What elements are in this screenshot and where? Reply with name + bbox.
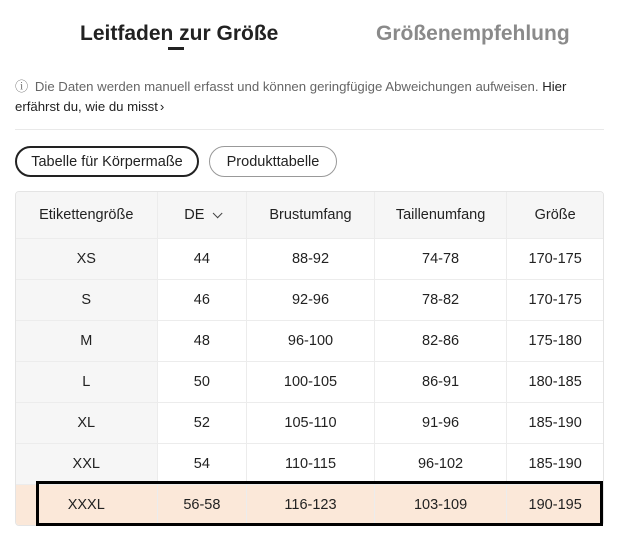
chevron-down-icon bbox=[213, 208, 223, 218]
cell-height: 185-190 bbox=[506, 444, 603, 484]
cell-chest: 96-100 bbox=[246, 321, 374, 361]
header-label-size: Etikettengröße bbox=[16, 192, 157, 238]
cell-chest: 116-123 bbox=[246, 485, 374, 525]
cell-label-size: S bbox=[16, 280, 157, 320]
info-icon: ⓘ bbox=[15, 79, 29, 94]
table-row bbox=[16, 320, 603, 361]
cell-height: 170-175 bbox=[506, 280, 603, 320]
size-guide-tabs bbox=[0, 0, 623, 64]
divider bbox=[15, 129, 604, 130]
cell-label-size: XXL bbox=[16, 444, 157, 484]
cell-de: 50 bbox=[157, 362, 247, 402]
tab-size-recommendation[interactable]: Größenempfehlung bbox=[376, 22, 570, 45]
table-row bbox=[16, 402, 603, 443]
measurement-notice bbox=[15, 77, 605, 117]
size-system-select[interactable] bbox=[157, 192, 247, 238]
chevron-right-icon: › bbox=[159, 99, 165, 114]
cell-de: 52 bbox=[157, 403, 247, 443]
table-row-highlighted bbox=[16, 484, 603, 525]
cell-label-size: XS bbox=[16, 239, 157, 279]
header-height: Größe bbox=[506, 192, 603, 238]
cell-waist: 82-86 bbox=[374, 321, 507, 361]
cell-de: 46 bbox=[157, 280, 247, 320]
cell-waist: 78-82 bbox=[374, 280, 507, 320]
size-system-value: DE bbox=[184, 207, 205, 223]
cell-label-size: XXXL bbox=[16, 485, 157, 525]
cell-de: 44 bbox=[157, 239, 247, 279]
body-measurements-table-button[interactable]: Tabelle für Körpermaße bbox=[15, 146, 199, 177]
cell-de: 48 bbox=[157, 321, 247, 361]
cell-waist: 103-109 bbox=[374, 485, 507, 525]
cell-chest: 110-115 bbox=[246, 444, 374, 484]
how-to-measure-link-label: Hier erfährst du, wie du misst bbox=[15, 79, 567, 114]
cell-chest: 105-110 bbox=[246, 403, 374, 443]
tab-size-guide[interactable]: Leitfaden zur Größe bbox=[80, 22, 279, 45]
active-tab-indicator bbox=[168, 47, 184, 50]
cell-label-size: XL bbox=[16, 403, 157, 443]
cell-label-size: M bbox=[16, 321, 157, 361]
table-row bbox=[16, 279, 603, 320]
size-table bbox=[15, 191, 604, 526]
table-row bbox=[16, 443, 603, 484]
table-header-row bbox=[16, 192, 603, 238]
notice-text: Die Daten werden manuell erfasst und können geringfügige Abweichungen aufweisen. bbox=[34, 79, 539, 94]
cell-height: 175-180 bbox=[506, 321, 603, 361]
cell-height: 170-175 bbox=[506, 239, 603, 279]
cell-height: 180-185 bbox=[506, 362, 603, 402]
cell-de: 54 bbox=[157, 444, 247, 484]
cell-waist: 86-91 bbox=[374, 362, 507, 402]
cell-height: 185-190 bbox=[506, 403, 603, 443]
table-row bbox=[16, 361, 603, 402]
cell-de: 56-58 bbox=[157, 485, 247, 525]
header-waist: Taillenumfang bbox=[374, 192, 507, 238]
cell-chest: 88-92 bbox=[246, 239, 374, 279]
cell-waist: 96-102 bbox=[374, 444, 507, 484]
header-chest: Brustumfang bbox=[246, 192, 374, 238]
cell-chest: 92-96 bbox=[246, 280, 374, 320]
cell-chest: 100-105 bbox=[246, 362, 374, 402]
cell-waist: 91-96 bbox=[374, 403, 507, 443]
cell-height: 190-195 bbox=[506, 485, 603, 525]
product-table-button[interactable]: Produkttabelle bbox=[209, 146, 337, 177]
cell-label-size: L bbox=[16, 362, 157, 402]
cell-waist: 74-78 bbox=[374, 239, 507, 279]
table-row bbox=[16, 238, 603, 279]
